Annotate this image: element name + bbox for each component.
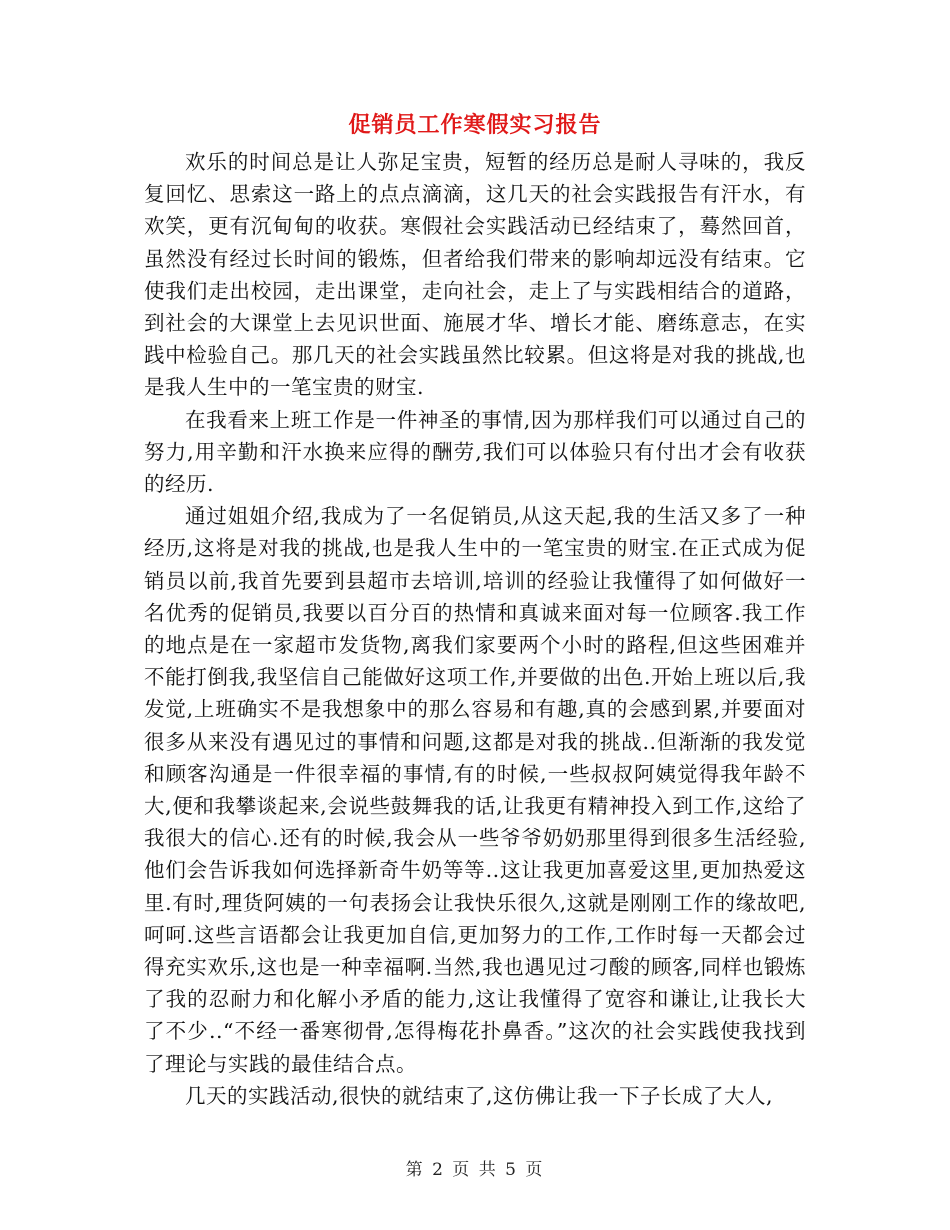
document-body bbox=[144, 146, 806, 1112]
paragraph-3: 通过姐姐介绍,我成为了一名促销员,从这天起,我的生活又多了一种经历,这将是对我的挑战,也是我人生中的一笔宝贵的财宝.在正式成为促销员以前,我首先要到县超市去培训,培训的经验让我懂得了如何做好一名优秀的促销员,我要以百分百的热情和真诚来面对每一位顾客.我工作的地点是在一家超市发货物,离我们家要两个小时的路程,但这些困难并不能打倒我,我坚信自己能做好这项工作,并要做的出色.开始上班以后,我发觉,上班确实不是我想象中的那么容易和有趣,真的会感到累,并要面对很多从来没有遇见过的事情和问题,这都是对我的挑战..但渐渐的我发觉和顾客沟通是一件很幸福的事情,有的时候,一些叔叔阿姨觉得我年龄不大,便和我攀谈起来,会说些鼓舞我的话,让我更有精神投入到工作,这给了我很大的信心.还有的时候,我会从一些爷爷奶奶那里得到很多生活经验,他们会告诉我如何选择新奇牛奶等等..这让我更加喜爱这里,更加热爱这里.有时,理货阿姨的一句表扬会让我快乐很久,这就是刚刚工作的缘故吧,呵呵.这些言语都会让我更加自信,更加努力的工作,工作时每一天都会过得充实欢乐,这也是一种幸福啊.当然,我也遇见过刁酸的顾客,同样也锻炼了我的忍耐力和化解小矛盾的能力,这让我懂得了宽容和谦让,让我长大了不少..“不经一番寒彻骨,怎得梅花扑鼻香。”这次的社会实践使我找到了理论与实践的最佳结合点。 bbox=[144, 504, 806, 1076]
paragraph-2: 在我看来上班工作是一件神圣的事情,因为那样我们可以通过自己的努力,用辛勤和汗水换来应得的酬劳,我们可以体验只有付出才会有收获的经历. bbox=[144, 407, 806, 497]
paragraph-4: 几天的实践活动,很快的就结束了,这仿佛让我一下子长成了大人, bbox=[185, 1083, 774, 1108]
paragraph-1: 欢乐的时间总是让人弥足宝贵，短暂的经历总是耐人寻味的，我反复回忆、思索这一路上的点点滴滴，这几天的社会实践报告有汗水，有欢笑，更有沉甸甸的收获。寒假社会实践活动已经结束了，蓦然回首，虽然没有经过长时间的锻炼，但者给我们带来的影响却远没有结束。它使我们走出校园，走出课堂，走向社会，走上了与实践相结合的道路，到社会的大课堂上去见识世面、施展才华、增长才能、磨练意志，在实践中检验自己。那几天的社会实践虽然比较累。但这将是对我的挑战,也是我人生中的一笔宝贵的财宝. bbox=[144, 150, 806, 400]
page-number-footer: 第 2 页 共 5 页 bbox=[405, 1160, 545, 1180]
document-title: 促销员工作寒假实习报告 bbox=[348, 113, 602, 138]
